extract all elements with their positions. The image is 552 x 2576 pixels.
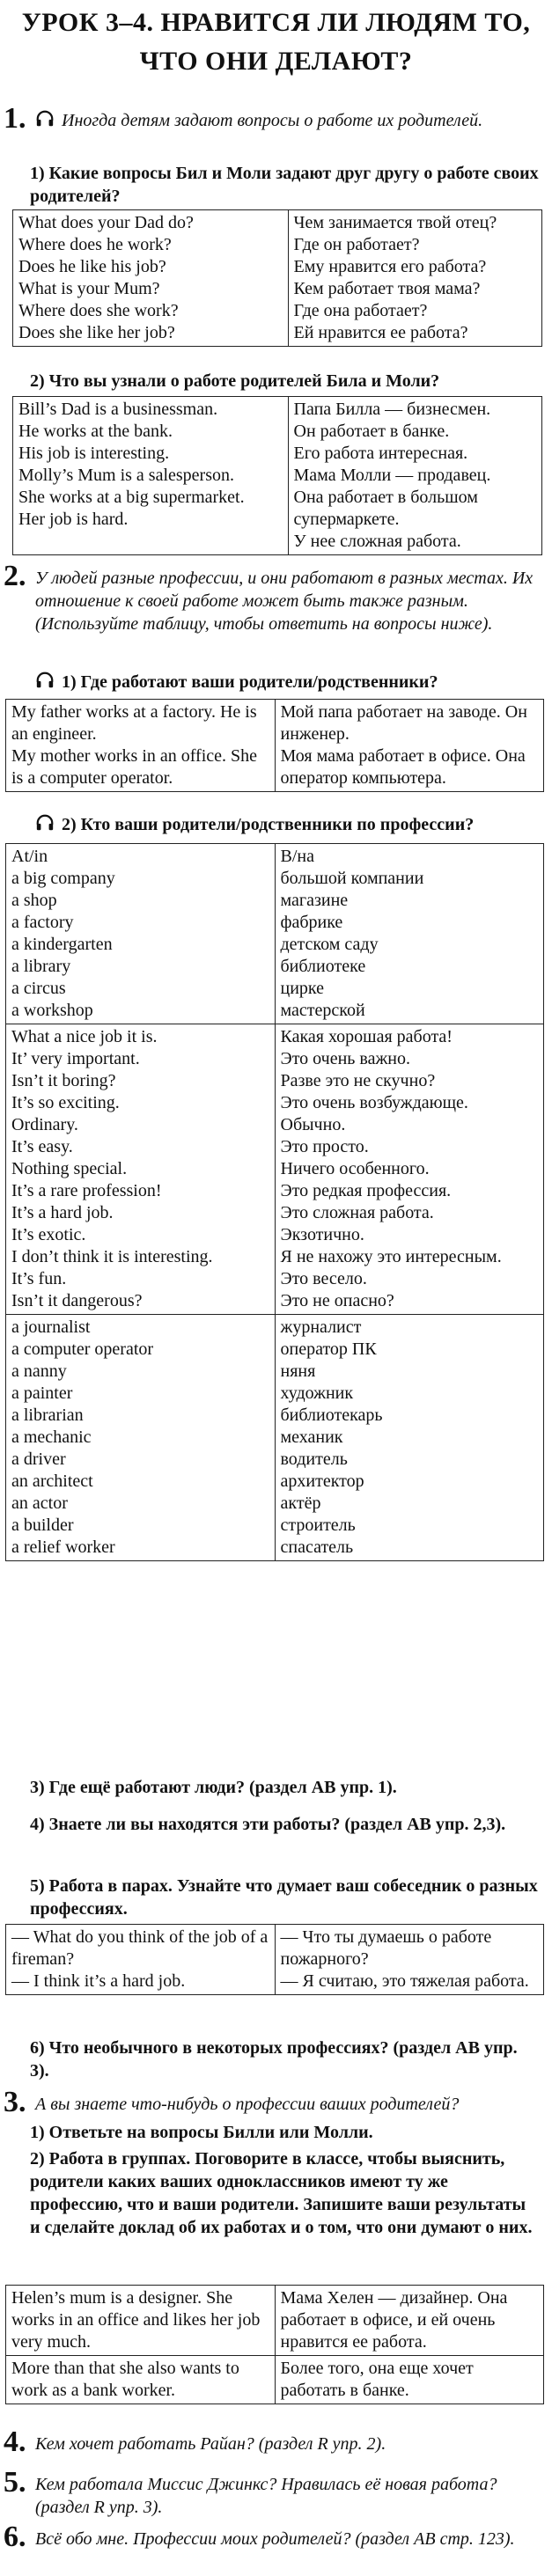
phrase-ru: Это просто.	[280, 1137, 369, 1156]
exercise-4-number: 4.	[4, 2426, 26, 2458]
place-en: a kindergarten	[11, 935, 113, 954]
job-en: an architect	[11, 1471, 93, 1491]
question-ru: Кем работает твоя мама?	[293, 279, 481, 298]
phrase-ru: Это сложная работа.	[280, 1203, 434, 1222]
phrase-en: It’s a rare profession!	[11, 1181, 162, 1200]
exercise-6-number: 6.	[4, 2521, 26, 2553]
phrase-ru: Я не нахожу это интересным.	[280, 1247, 502, 1266]
question-en: Where does she work?	[18, 301, 179, 320]
job-ru: журналист	[280, 1317, 362, 1337]
fact-en: Bill’s Dad is a businessman.	[18, 400, 218, 419]
exercise-3-part-2: 2) Работа в группах. Поговорите в классе, чтобы выяснить, родители каких ваших одноклассников имеют ту же профессию, что и ваши родители. Запишите ваши результаты и сделайте доклад об их работах и о том, что они думают о них.	[30, 2149, 533, 2237]
parents-work-russian	[275, 700, 544, 792]
phrase-en: It’s easy.	[11, 1137, 73, 1156]
fact-ru: Он работает в банке.	[293, 422, 450, 441]
report-en-1: Helen’s mum is a designer. She works in an office and likes her job very much.	[6, 2286, 276, 2356]
phrase-en: It’s so exciting.	[11, 1093, 120, 1112]
exercise-1-part-2-heading: 2) Что вы узнали о работе родителей Била и Моли?	[30, 371, 440, 391]
place-en: a workshop	[11, 1001, 93, 1020]
pairwork-dialogue-table	[5, 1924, 544, 1995]
places-english	[6, 844, 276, 1024]
place-en: At/in	[11, 847, 48, 866]
exercise-1-task	[35, 109, 541, 132]
phrase-ru: Какая хорошая работа!	[280, 1027, 453, 1046]
report-en-2: More than that she also wants to work as a bank worker.	[6, 2356, 276, 2404]
place-ru: В/на	[280, 847, 314, 866]
job-en: a driver	[11, 1449, 66, 1469]
phrase-en: It’ very important.	[11, 1049, 140, 1068]
question-ru: Ей нравится ее работа?	[293, 323, 468, 342]
fact-ru: У нее сложная работа.	[293, 532, 461, 551]
exercise-2-part-2-heading-text: 2) Кто ваши родители/родственники по профессии?	[62, 815, 475, 834]
place-en: a factory	[11, 913, 74, 932]
parents-work-english	[6, 700, 276, 792]
job-en: a computer operator	[11, 1339, 154, 1359]
job-ru: архитектор	[280, 1471, 364, 1491]
phrase-ru: Это не опасно?	[280, 1291, 394, 1310]
headphones-icon	[35, 671, 55, 690]
phrase-en: What a nice job it is.	[11, 1027, 158, 1046]
exercise-2-part-6: 6) Что необычного в некоторых профессиях? (раздел AB упр. 3).	[30, 2038, 518, 2081]
place-ru: библиотеке	[280, 957, 366, 976]
place-ru: цирке	[280, 979, 325, 998]
phrase-en: I don’t think it is interesting.	[11, 1247, 213, 1266]
professions-table	[5, 843, 544, 1561]
phrases-english	[6, 1024, 276, 1315]
questions-english	[13, 210, 289, 347]
job-ru: библиотекарь	[280, 1405, 383, 1425]
phrase-ru: Это весело.	[280, 1269, 367, 1288]
job-en: a builder	[11, 1516, 74, 1535]
dialogue-en-line: — What do you think of the job of a fireman?	[11, 1927, 269, 1969]
exercise-3-number: 3.	[4, 2086, 26, 2118]
fact-en: Her job is hard.	[18, 510, 129, 529]
phrase-ru: Разве это не скучно?	[280, 1071, 436, 1090]
sentence-en: My father works at a factory. He is an engineer.	[11, 702, 257, 744]
job-ru: строитель	[280, 1516, 356, 1535]
job-en: a painter	[11, 1383, 73, 1403]
exercise-2-task: У людей разные профессии, и они работают в разных местах. Их отношение к своей работе может быть также разным. (Используйте таблицу, чтобы ответить на вопросы ниже).	[35, 569, 534, 634]
exercise-2-part-3: 3) Где ещё работают люди? (раздел AB упр. 1).	[30, 1778, 397, 1797]
job-en: a journalist	[11, 1317, 91, 1337]
exercise-3-task: А вы знаете что-нибудь о профессии ваших родителей?	[35, 2095, 460, 2114]
phrases-russian	[275, 1024, 544, 1315]
exercise-1-part-1-heading: 1) Какие вопросы Бил и Моли задают друг другу о работе своих родителей?	[30, 164, 539, 206]
place-ru: мастерской	[280, 1001, 365, 1020]
fact-ru: Мама Молли — продавец.	[293, 466, 491, 485]
lesson-title-line-2: ЧТО ОНИ ДЕЛАЮТ?	[139, 47, 413, 76]
job-ru: водитель	[280, 1449, 348, 1469]
dialogue-en-line: — I think it’s a hard job.	[11, 1971, 186, 1991]
exercise-2-part-5-heading: 5) Работа в парах. Узнайте что думает ваш собеседник о разных профессиях.	[30, 1876, 538, 1919]
sentence-ru: Моя мама работает в офисе. Она оператор компьютера.	[280, 746, 526, 788]
headphones-icon	[35, 813, 55, 833]
phrase-ru: Обычно.	[280, 1115, 346, 1134]
dialogue-english	[6, 1925, 276, 1995]
exercise-6-task: Всё обо мне. Профессии моих родителей? (раздел AB стр. 123).	[35, 2529, 515, 2549]
dialogue-russian	[275, 1925, 544, 1995]
sentence-en: My mother works in an office. She is a computer operator.	[11, 746, 258, 788]
exercise-2-part-4: 4) Знаете ли вы находятся эти работы? (раздел AB упр. 2,3).	[30, 1815, 506, 1834]
exercise-2-part-1-heading-text: 1) Где работают ваши родители/родственники?	[62, 672, 438, 692]
dialogue-ru-line: — Что ты думаешь о работе пожарного?	[280, 1927, 492, 1969]
phrase-ru: Ничего особенного.	[280, 1159, 430, 1178]
job-en: an actor	[11, 1493, 68, 1513]
place-en: a shop	[11, 891, 57, 910]
phrase-ru: Экзотично.	[280, 1225, 364, 1244]
question-ru: Где она работает?	[293, 301, 428, 320]
question-en: Where does he work?	[18, 235, 172, 254]
exercise-1-number: 1.	[4, 102, 26, 135]
report-ru-1: Мама Хелен — дизайнер. Она работает в офисе, и ей очень нравится ее работа.	[275, 2286, 544, 2356]
exercise-2-part-1-heading	[35, 671, 540, 694]
jobs-english	[6, 1315, 276, 1561]
question-en: Does he like his job?	[18, 257, 166, 276]
fact-en: She works at a big supermarket.	[18, 488, 245, 507]
job-ru: механик	[280, 1427, 343, 1447]
lesson-title	[0, 0, 552, 81]
place-ru: фабрике	[280, 913, 343, 932]
phrase-en: Isn’t it boring?	[11, 1071, 116, 1090]
fact-ru: Папа Билла — бизнесмен.	[293, 400, 491, 419]
place-en: a circus	[11, 979, 66, 998]
job-ru: оператор ПК	[280, 1339, 377, 1359]
phrase-ru: Это редкая профессия.	[280, 1181, 452, 1200]
job-en: a nanny	[11, 1361, 67, 1381]
questions-russian	[288, 210, 541, 347]
job-ru: актёр	[280, 1493, 321, 1513]
place-ru: детском саду	[280, 935, 379, 954]
exercise-4-task: Кем хочет работать Райан? (раздел R упр. 2).	[35, 2434, 386, 2454]
exercise-1-task-text: Иногда детям задают вопросы о работе их родителей.	[62, 111, 483, 130]
phrase-en: Nothing special.	[11, 1159, 128, 1178]
exercise-2-part-2-heading	[35, 813, 540, 836]
dialogue-ru-line: — Я считаю, это тяжелая работа.	[280, 1971, 529, 1991]
job-ru: няня	[280, 1361, 316, 1381]
question-ru: Ему нравится его работа?	[293, 257, 487, 276]
fact-en: Molly’s Mum is a salesperson.	[18, 466, 234, 485]
job-ru: спасатель	[280, 1538, 354, 1557]
question-en: What is your Mum?	[18, 279, 160, 298]
phrase-ru: Это очень возбуждающе.	[280, 1093, 468, 1112]
report-example-table	[5, 2285, 544, 2404]
questions-table	[12, 209, 542, 347]
place-ru: большой компании	[280, 869, 424, 888]
place-en: a big company	[11, 869, 115, 888]
question-en: Does she like her job?	[18, 323, 175, 342]
exercise-2-number: 2.	[4, 560, 26, 592]
job-ru: художник	[280, 1383, 354, 1403]
phrase-en: It’s fun.	[11, 1269, 67, 1288]
question-ru: Чем занимается твой отец?	[293, 213, 497, 232]
job-en: a librarian	[11, 1405, 84, 1425]
place-en: a library	[11, 957, 71, 976]
report-ru-2: Более того, она еще хочет работать в банке.	[275, 2356, 544, 2404]
parents-info-russian	[288, 397, 541, 555]
headphones-icon	[35, 109, 55, 128]
exercise-5-number: 5.	[4, 2466, 26, 2499]
parents-work-table	[5, 699, 544, 792]
phrase-en: Isn’t it dangerous?	[11, 1291, 143, 1310]
fact-en: He works at the bank.	[18, 422, 173, 441]
parents-info-table	[12, 396, 542, 555]
sentence-ru: Мой папа работает на заводе. Он инженер.	[280, 702, 527, 744]
lesson-title-line-1: УРОК 3–4. НРАВИТСЯ ЛИ ЛЮДЯМ ТО,	[21, 8, 531, 37]
question-ru: Где он работает?	[293, 235, 420, 254]
job-en: a mechanic	[11, 1427, 92, 1447]
phrase-en: It’s a hard job.	[11, 1203, 114, 1222]
exercise-3-part-1: 1) Ответьте на вопросы Билли или Молли.	[30, 2123, 373, 2142]
phrase-ru: Это очень важно.	[280, 1049, 410, 1068]
job-en: a relief worker	[11, 1538, 115, 1557]
jobs-russian	[275, 1315, 544, 1561]
phrase-en: It’s exotic.	[11, 1225, 86, 1244]
exercise-5-task: Кем работала Миссис Джинкс? Нравилась её новая работа? (раздел R упр. 3).	[35, 2475, 497, 2517]
fact-ru: Она работает в большом супермаркете.	[293, 488, 478, 529]
place-ru: магазине	[280, 891, 349, 910]
parents-info-english	[13, 397, 289, 555]
fact-ru: Его работа интересная.	[293, 444, 468, 463]
question-en: What does your Dad do?	[18, 213, 194, 232]
phrase-en: Ordinary.	[11, 1115, 78, 1134]
places-russian	[275, 844, 544, 1024]
fact-en: His job is interesting.	[18, 444, 170, 463]
